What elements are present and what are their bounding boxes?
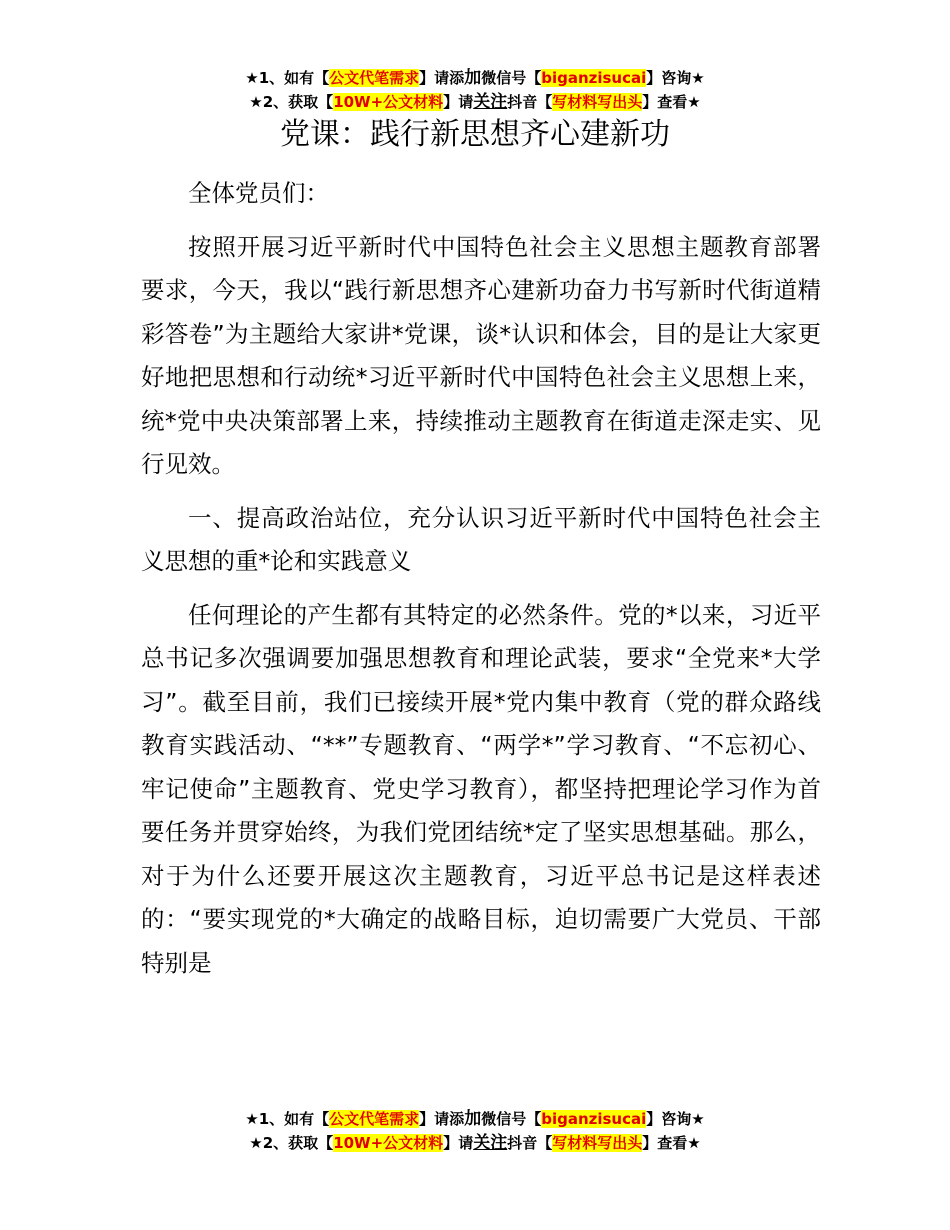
highlight-wechat-id: biganzisucai — [541, 1110, 647, 1128]
banner-line-2: ★2、获取【10W+公文材料】请关注抖音【写材料写出头】查看★ — [249, 92, 701, 112]
banner-line-1: ★1、如有【公文代笔需求】请添加微信号【biganzisucai】咨询★ — [245, 68, 705, 88]
highlight-douyin: 写材料写出头 — [552, 1134, 643, 1152]
highlight-materials: 10W+公文材料 — [333, 1134, 444, 1152]
highlight-service: 公文代笔需求 — [329, 69, 420, 87]
section-heading: 一、提高政治站位，充分认识习近平新时代中国特色社会主义思想的重*论和实践意义 — [141, 503, 821, 575]
footer-line-1: ★1、如有【公文代笔需求】请添加微信号【biganzisucai】咨询★ — [245, 1109, 705, 1129]
body-paragraph: 按照开展习近平新时代中国特色社会主义思想主题教育部署要求，今天，我以“践行新思想齐心建新功奋力书写新时代街道精彩答卷”为主题给大家讲*党课，谈*认识和体会，目的是让大家更好地把思想和行动统*习近平新时代中国特色社会主义思想上来，统*党中央决策部署上来，持续推动主题教育在街道走深走实、见行见效。 — [141, 232, 821, 478]
footer-banner — [0, 1107, 950, 1155]
highlight-wechat-id: biganzisucai — [541, 69, 647, 87]
highlight-materials: 10W+公文材料 — [333, 93, 444, 111]
highlight-service: 公文代笔需求 — [329, 1110, 420, 1128]
document-body — [141, 172, 821, 985]
document-title: 党课：践行新思想齐心建新功 — [280, 117, 670, 152]
header-banner — [0, 66, 950, 114]
footer-line-2: ★2、获取【10W+公文材料】请关注抖音【写材料写出头】查看★ — [249, 1133, 701, 1153]
body-paragraph: 任何理论的产生都有其特定的必然条件。党的*以来，习近平总书记多次强调要加强思想教育和理论武装，要求“全党来*大学习”。截至目前，我们已接续开展*党内集中教育（党的群众路线教育实践活动、“**”专题教育、“两学*”学习教育、“不忘初心、牢记使命”主题教育、党史学习教育），都坚持把理论学习作为首要任务并贯穿始终，为我们党团结统*定了坚实思想基础。那么，对于为什么还要开展这次主题教育，习近平总书记是这样表述的：“要实现党的*大确定的战略目标，迫切需要广大党员、干部特别是 — [141, 600, 821, 977]
highlight-douyin: 写材料写出头 — [552, 93, 643, 111]
salutation: 全体党员们： — [188, 179, 329, 207]
